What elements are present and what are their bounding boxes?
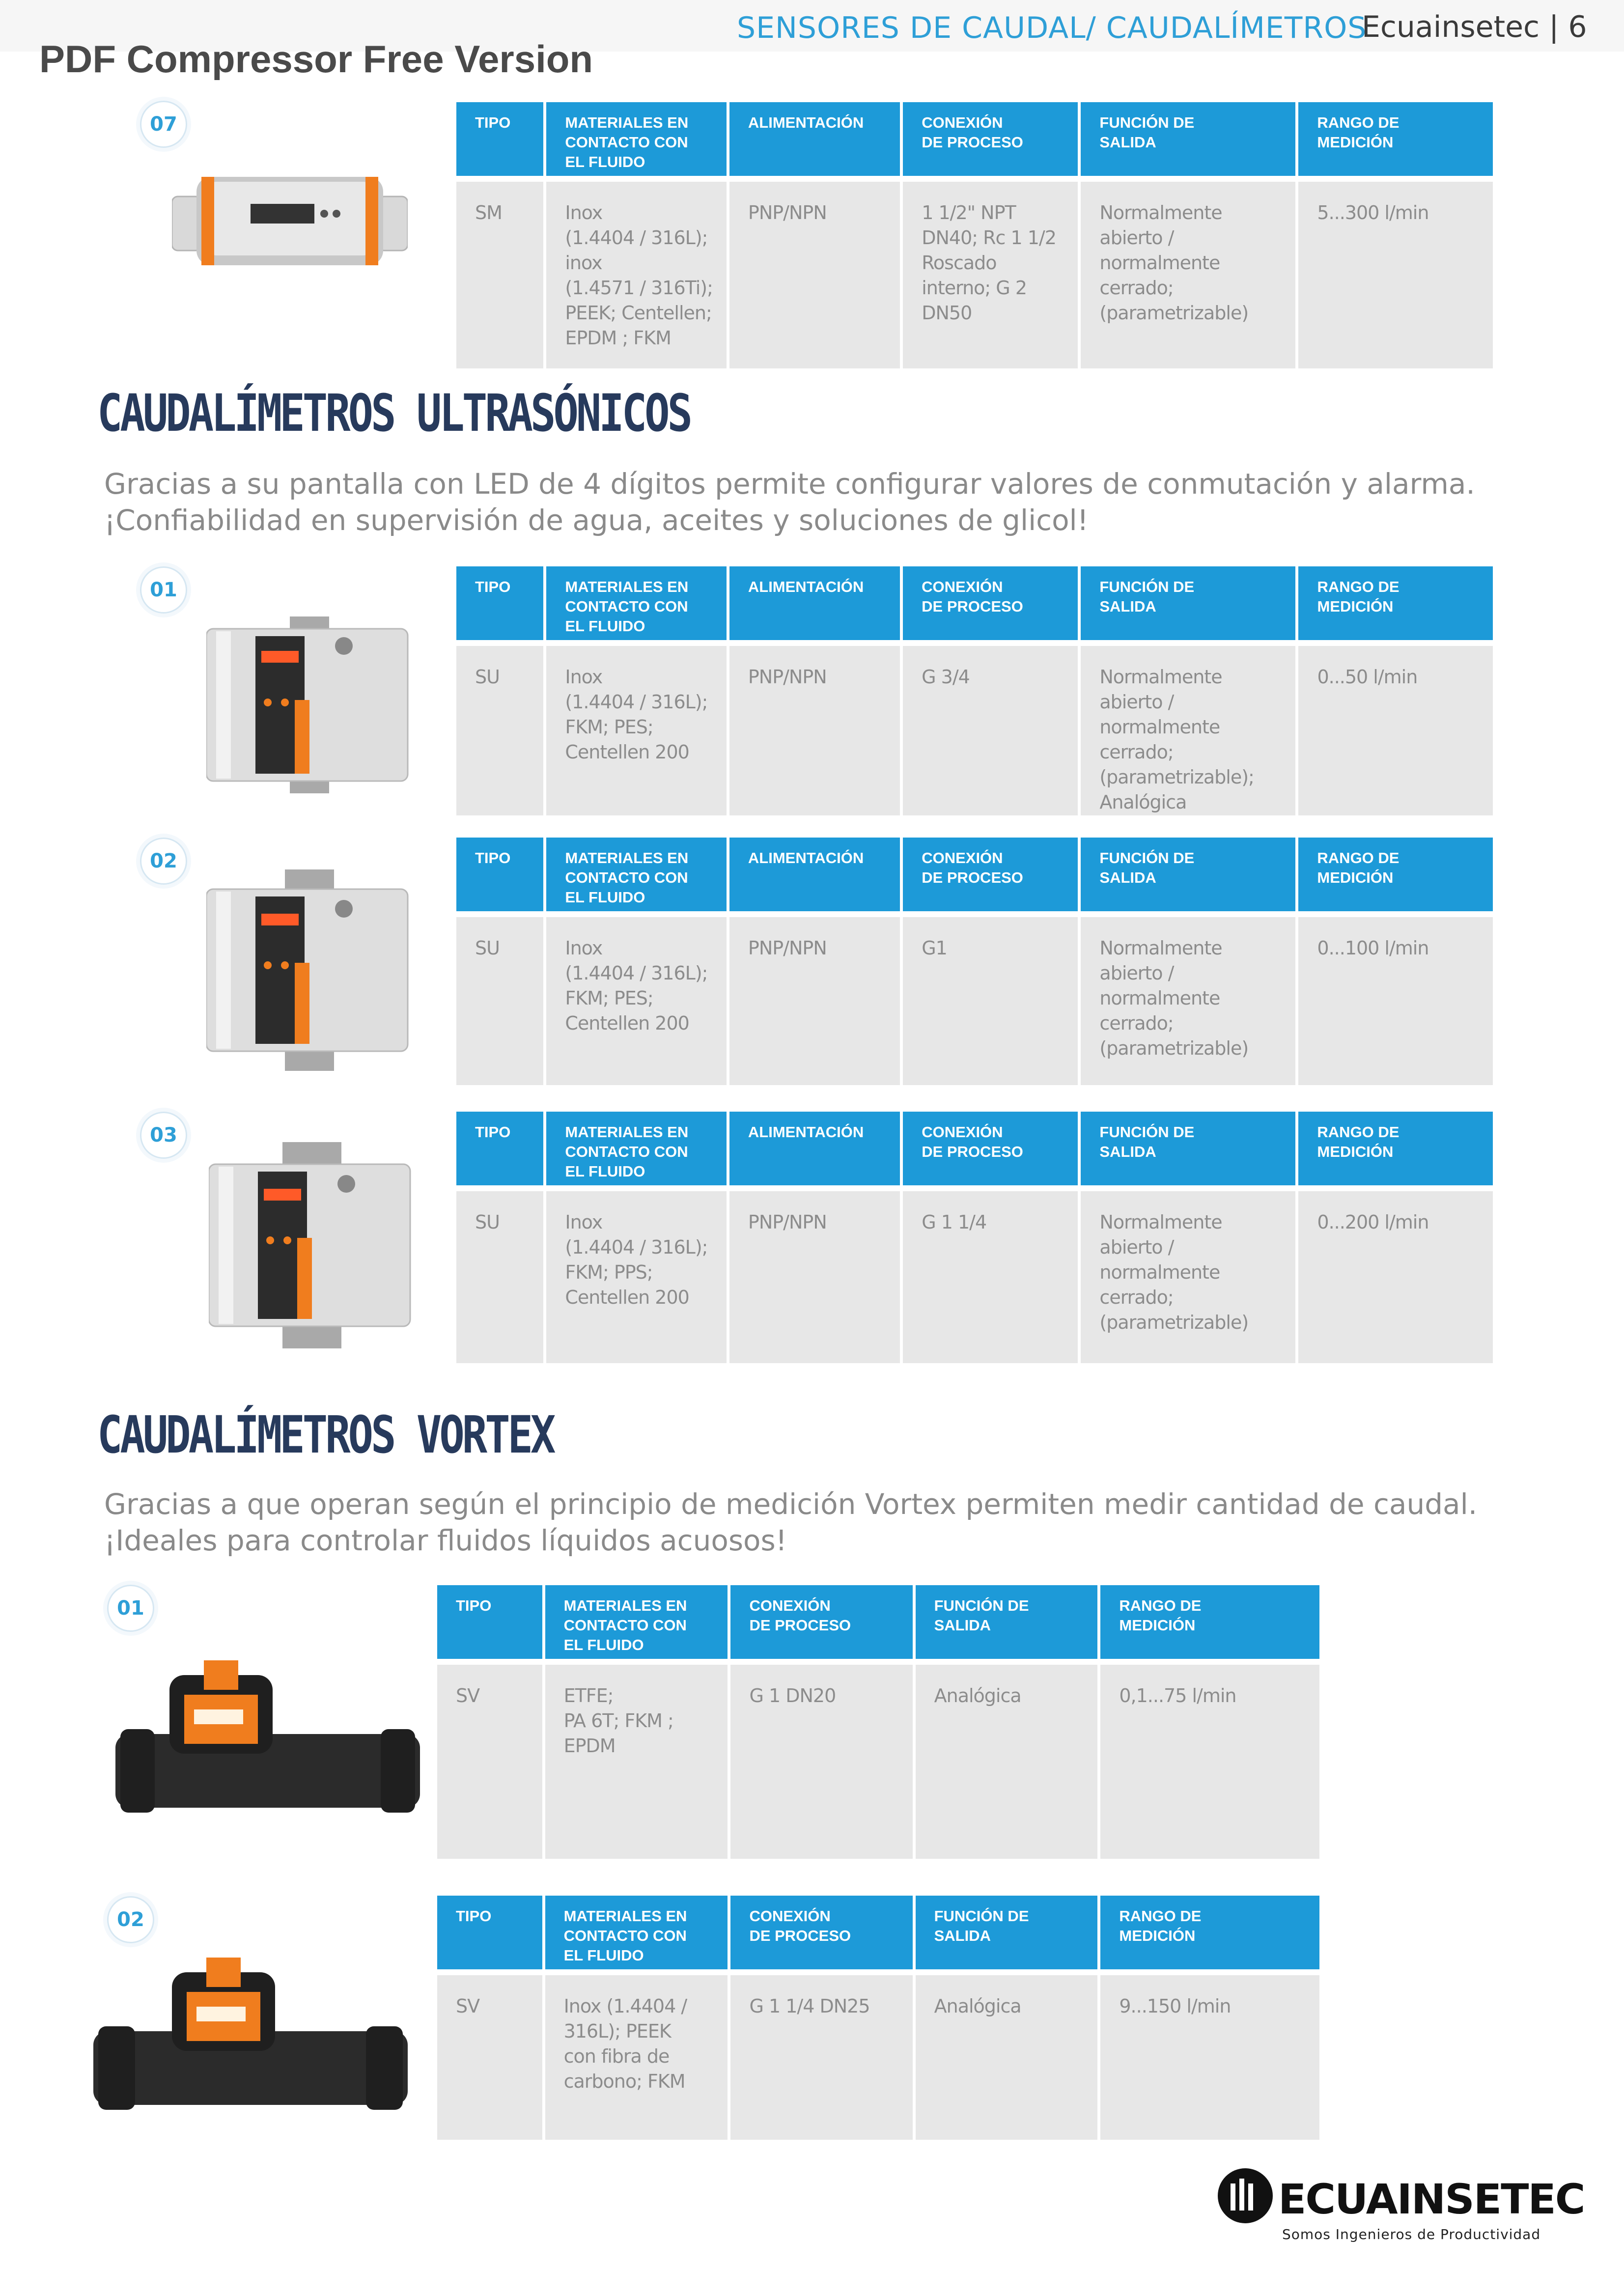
cell-rango: 5...300 l/min	[1298, 182, 1493, 368]
cell-tipo: SM	[456, 182, 543, 368]
cell-rango: 0...200 l/min	[1298, 1191, 1493, 1363]
cell-funcion: Normalmente abierto / normalmente cerrado; (parametrizable); Analógica	[1081, 646, 1295, 815]
cell-tipo: SV	[437, 1975, 542, 2140]
header-materiales: MATERIALES EN CONTACTO CON EL FLUIDO	[546, 102, 727, 176]
cell-rango: 0...100 l/min	[1298, 917, 1493, 1085]
cell-tipo: SU	[456, 646, 543, 815]
header-conexion: CONEXIÓN DE PROCESO	[903, 1112, 1078, 1185]
page-header-title: SENSORES DE CAUDAL/ CAUDALÍMETROS	[737, 11, 1367, 45]
header-materiales: MATERIALES EN CONTACTO CON EL FLUIDO	[545, 1585, 728, 1659]
header-conexion: CONEXIÓN DE PROCESO	[730, 1896, 912, 1969]
header-tipo: TIPO	[456, 1112, 543, 1185]
product-badge: 02	[140, 838, 187, 885]
section-title-ultrasonic: CAUDALÍMETROS ULTRASÓNICOS	[97, 383, 691, 443]
product-badge: 03	[140, 1112, 187, 1159]
cell-materiales: Inox (1.4404 / 316L); inox (1.4571 / 316Ti); PEEK; Centellen; EPDM ; FKM	[546, 182, 727, 368]
header-tipo: TIPO	[456, 102, 543, 176]
header-materiales: MATERIALES EN CONTACTO CON EL FLUIDO	[546, 838, 727, 911]
header-tipo: TIPO	[456, 838, 543, 911]
header-rango: RANGO DE MEDICIÓN	[1298, 102, 1493, 176]
cell-alimentacion: PNP/NPN	[729, 646, 900, 815]
header-alimentacion: ALIMENTACIÓN	[729, 566, 900, 640]
spec-table-ultrasonic-01	[453, 566, 1496, 815]
cell-funcion: Normalmente abierto / normalmente cerrado; (parametrizable)	[1081, 1191, 1295, 1363]
header-alimentacion: ALIMENTACIÓN	[729, 1112, 900, 1185]
header-materiales: MATERIALES EN CONTACTO CON EL FLUIDO	[545, 1896, 728, 1969]
cell-conexion: G 1 1/4	[903, 1191, 1078, 1363]
spec-table-vortex-01	[434, 1585, 1322, 1859]
cell-conexion: G 1 1/4 DN25	[730, 1975, 912, 2140]
header-rango: RANGO DE MEDICIÓN	[1298, 566, 1493, 640]
ultrasonic-sensor-image	[206, 616, 413, 793]
watermark: PDF Compressor Free Version	[39, 37, 593, 81]
cell-rango: 9...150 l/min	[1100, 1975, 1319, 2140]
header-rango: RANGO DE MEDICIÓN	[1100, 1585, 1319, 1659]
header-rango: RANGO DE MEDICIÓN	[1298, 838, 1493, 911]
header-funcion: FUNCIÓN DE SALIDA	[1081, 566, 1295, 640]
cell-funcion: Normalmente abierto / normalmente cerrado; (parametrizable)	[1081, 182, 1295, 368]
cell-alimentacion: PNP/NPN	[729, 917, 900, 1085]
ultrasonic-sensor-image	[209, 1142, 415, 1348]
cell-conexion: G1	[903, 917, 1078, 1085]
spec-table-top	[453, 102, 1496, 368]
header-materiales: MATERIALES EN CONTACTO CON EL FLUIDO	[546, 566, 727, 640]
magnetic-flow-sensor-image	[172, 157, 408, 285]
cell-conexion: 1 1/2" NPT DN40; Rc 1 1/2 Roscado interno; G 2 DN50	[903, 182, 1078, 368]
header-funcion: FUNCIÓN DE SALIDA	[1081, 1112, 1295, 1185]
header-funcion: FUNCIÓN DE SALIDA	[1081, 102, 1295, 176]
section-title-vortex: CAUDALÍMETROS VORTEX	[97, 1405, 554, 1465]
header-alimentacion: ALIMENTACIÓN	[729, 838, 900, 911]
header-tipo: TIPO	[456, 566, 543, 640]
header-alimentacion: ALIMENTACIÓN	[729, 102, 900, 176]
header-funcion: FUNCIÓN DE SALIDA	[916, 1896, 1098, 1969]
cell-materiales: Inox (1.4404 / 316L); FKM; PES; Centellen 200	[546, 646, 727, 815]
section-intro-vortex: Gracias a que operan según el principio de medición Vortex permiten medir cantidad de caudal. ¡Ideales para controlar fluidos líquidos acuosos!	[104, 1487, 1478, 1557]
cell-funcion: Normalmente abierto / normalmente cerrado; (parametrizable)	[1081, 917, 1295, 1085]
vortex-sensor-image	[115, 1660, 420, 1818]
cell-rango: 0...50 l/min	[1298, 646, 1493, 815]
cell-tipo: SV	[437, 1665, 542, 1859]
cell-alimentacion: PNP/NPN	[729, 1191, 900, 1363]
header-materiales: MATERIALES EN CONTACTO CON EL FLUIDO	[546, 1112, 727, 1185]
spec-table-ultrasonic-02	[453, 838, 1496, 1085]
cell-tipo: SU	[456, 917, 543, 1085]
ultrasonic-sensor-image	[206, 869, 413, 1071]
header-rango: RANGO DE MEDICIÓN	[1298, 1112, 1493, 1185]
product-badge: 02	[107, 1896, 154, 1943]
logo-tagline: Somos Ingenieros de Productividad	[1282, 2226, 1541, 2242]
header-conexion: CONEXIÓN DE PROCESO	[730, 1585, 912, 1659]
header-conexion: CONEXIÓN DE PROCESO	[903, 102, 1078, 176]
cell-conexion: G 3/4	[903, 646, 1078, 815]
cell-alimentacion: PNP/NPN	[729, 182, 900, 368]
cell-rango: 0,1...75 l/min	[1100, 1665, 1319, 1859]
header-funcion: FUNCIÓN DE SALIDA	[1081, 838, 1295, 911]
product-badge: 01	[140, 566, 187, 614]
cell-materiales: Inox (1.4404 / 316L); FKM; PPS; Centellen 200	[546, 1191, 727, 1363]
cell-funcion: Analógica	[916, 1665, 1098, 1859]
product-badge: 01	[107, 1585, 154, 1632]
cell-materiales: Inox (1.4404 / 316L); FKM; PES; Centellen 200	[546, 917, 727, 1085]
cell-tipo: SU	[456, 1191, 543, 1363]
logo-wordmark: ECUAINSETEC	[1278, 2175, 1585, 2223]
spec-table-ultrasonic-03	[453, 1112, 1496, 1363]
cell-materiales: Inox (1.4404 / 316L); PEEK con fibra de carbono; FKM	[545, 1975, 728, 2140]
section-intro-ultrasonic: Gracias a su pantalla con LED de 4 dígitos permite configurar valores de conmutación y alarma. ¡Confiabilidad en supervisión de agua, aceites y soluciones de glicol!	[104, 467, 1475, 537]
cell-conexion: G 1 DN20	[730, 1665, 912, 1859]
header-rango: RANGO DE MEDICIÓN	[1100, 1896, 1319, 1969]
header-conexion: CONEXIÓN DE PROCESO	[903, 566, 1078, 640]
header-conexion: CONEXIÓN DE PROCESO	[903, 838, 1078, 911]
header-tipo: TIPO	[437, 1896, 542, 1969]
spec-table-vortex-02	[434, 1896, 1322, 2140]
vortex-sensor-image	[93, 1958, 408, 2115]
page-header-brand: Ecuainsetec | 6	[1362, 10, 1587, 44]
header-tipo: TIPO	[437, 1585, 542, 1659]
cell-materiales: ETFE; PA 6T; FKM ; EPDM	[545, 1665, 728, 1859]
header-funcion: FUNCIÓN DE SALIDA	[916, 1585, 1098, 1659]
ecuainsetec-logo-icon	[1216, 2166, 1275, 2225]
product-badge: 07	[140, 101, 187, 148]
cell-funcion: Analógica	[916, 1975, 1098, 2140]
